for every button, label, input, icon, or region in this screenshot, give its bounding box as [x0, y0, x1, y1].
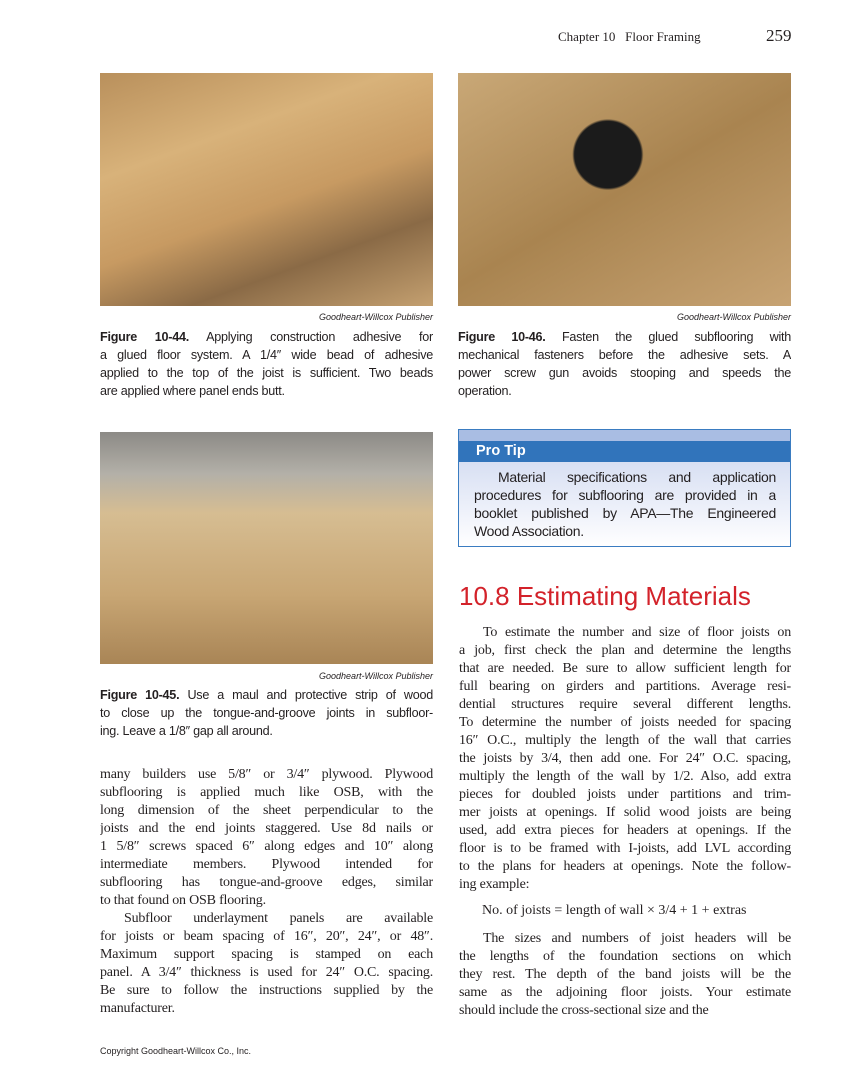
text-line: floor is to be framed with I-joists, add LVL according	[459, 841, 791, 856]
text-line: Material specifications and application	[498, 469, 776, 485]
text-line: ing example:	[459, 877, 530, 892]
photo-credit: Goodheart-Willcox Publisher	[677, 312, 791, 322]
text-line: to the plans for headers at openings. Note the follow-	[459, 859, 791, 874]
photo-maul	[100, 432, 433, 664]
pro-tip-box	[458, 429, 791, 547]
text-line: the joists by 3/4, then add one. For 24″ O.C. spacing,	[459, 751, 791, 766]
text-line: Be sure to follow the instructions supplied by the	[100, 983, 433, 998]
text-line: booklet published by APA—The Engineered	[474, 505, 776, 521]
text-line: a job, first check the plan and determine the lengths	[459, 643, 791, 658]
text-line: Wood Association.	[474, 523, 584, 539]
caption-line	[100, 686, 433, 704]
text-line: the lengths of the foundation sections on which	[459, 949, 791, 964]
left-column-text	[100, 766, 433, 1018]
text-line: intermediate members. Plywood intended for	[100, 857, 433, 872]
running-header	[558, 29, 701, 45]
caption-line: mechanical fasteners before the adhesive sets. A	[458, 348, 791, 362]
text-line: pieces for doubled joists under partitions and trim-	[459, 787, 791, 802]
photo-screw-gun	[458, 73, 791, 306]
caption-text: Applying construction adhesive for	[206, 330, 433, 344]
text-line: procedures for subflooring are provided in a	[474, 487, 776, 503]
caption-line	[458, 328, 791, 346]
text-line: panel. A 3/4″ thickness is used for 24″ O.C. spacing.	[100, 965, 433, 980]
caption-line: applied to the top of the joist is sufficient. Two beads	[100, 366, 433, 380]
text-line: full bearing on girders and partitions. Average resi-	[459, 679, 791, 694]
text-line: long dimension of the sheet perpendicular to the	[100, 803, 433, 818]
pro-tip-band	[459, 430, 790, 441]
caption-line: are applied where panel ends butt.	[100, 384, 285, 398]
caption-line: ing. Leave a 1/8″ gap all around.	[100, 724, 273, 738]
paragraph	[100, 766, 433, 910]
chapter-label: Chapter 10	[558, 29, 616, 44]
copyright-footer: Copyright Goodheart-Willcox Co., Inc.	[100, 1046, 252, 1056]
section-paragraph	[459, 624, 791, 894]
chapter-title: Floor Framing	[625, 29, 701, 44]
text-line: for joists or beam spacing of 16″, 20″, 24″, or 48″.	[100, 929, 433, 944]
section-heading: 10.8 Estimating Materials	[459, 581, 751, 611]
text-line: many builders use 5/8″ or 3/4″ plywood. Plywood	[100, 767, 433, 782]
text-line: The sizes and numbers of joist headers will be	[483, 931, 791, 946]
text-line: should include the cross-sectional size and the	[459, 1003, 709, 1018]
caption-line: a glued floor system. A 1/4″ wide bead of adhesive	[100, 348, 433, 362]
page-number: 259	[766, 26, 792, 45]
section-paragraph	[459, 930, 791, 1020]
text-line: mer joists at openings. If solid wood joists are being	[459, 805, 791, 820]
text-line: to that found on OSB flooring.	[100, 893, 266, 908]
figure-label: Figure 10-46.	[458, 330, 546, 344]
joist-equation: No. of joists = length of wall × 3/4 + 1 + extras	[482, 903, 747, 918]
pro-tip-text	[459, 462, 790, 540]
photo-credit: Goodheart-Willcox Publisher	[319, 312, 433, 322]
paragraph	[100, 910, 433, 1018]
figure-caption-10-44	[100, 328, 433, 400]
figure-caption-10-45	[100, 686, 433, 740]
text-line: same as the adjoining floor joists. Your estimate	[459, 985, 791, 1000]
figure-label: Figure 10-44.	[100, 330, 189, 344]
text-line: subflooring is applied much like OSB, with the	[100, 785, 433, 800]
text-line: 1 5/8″ screws spaced 6″ along edges and 10″ along	[100, 839, 433, 854]
figure-caption-10-46	[458, 328, 791, 400]
text-line: 16″ O.C., multiply the length of the wall that carries	[459, 733, 791, 748]
photo-construction-adhesive	[100, 73, 433, 306]
text-line: that are needed. Be sure to allow sufficient length for	[459, 661, 791, 676]
caption-text: Use a maul and protective strip of wood	[187, 688, 433, 702]
text-line: Subfloor underlayment panels are available	[124, 911, 433, 926]
text-line: multiply the length of the wall by 1/2. Also, add extra	[459, 769, 791, 784]
text-line: manufacturer.	[100, 1001, 175, 1016]
text-line: they rest. The depth of the band joists will be the	[459, 967, 791, 982]
caption-line	[100, 328, 433, 346]
figure-label: Figure 10-45.	[100, 688, 180, 702]
text-line: To estimate the number and size of floor joists on	[483, 625, 791, 640]
caption-line: power screw gun avoids stooping and speeds the	[458, 366, 791, 380]
text-line: dential structures require several different lengths.	[459, 697, 791, 712]
photo-credit: Goodheart-Willcox Publisher	[319, 671, 433, 681]
caption-line: to close up the tongue-and-groove joints in subfloor-	[100, 706, 433, 720]
caption-text: Fasten the glued subflooring with	[561, 330, 791, 344]
pro-tip-title: Pro Tip	[459, 441, 790, 462]
text-line: used, add extra pieces for headers at openings. If the	[459, 823, 791, 838]
text-line: subflooring has tongue-and-groove edges, similar	[100, 875, 433, 890]
text-line: Maximum support spacing is stamped on each	[100, 947, 433, 962]
text-line: To determine the number of joists needed for spacing	[459, 715, 791, 730]
text-line: joists and the end joints staggered. Use 8d nails or	[100, 821, 433, 836]
caption-line: operation.	[458, 384, 512, 398]
